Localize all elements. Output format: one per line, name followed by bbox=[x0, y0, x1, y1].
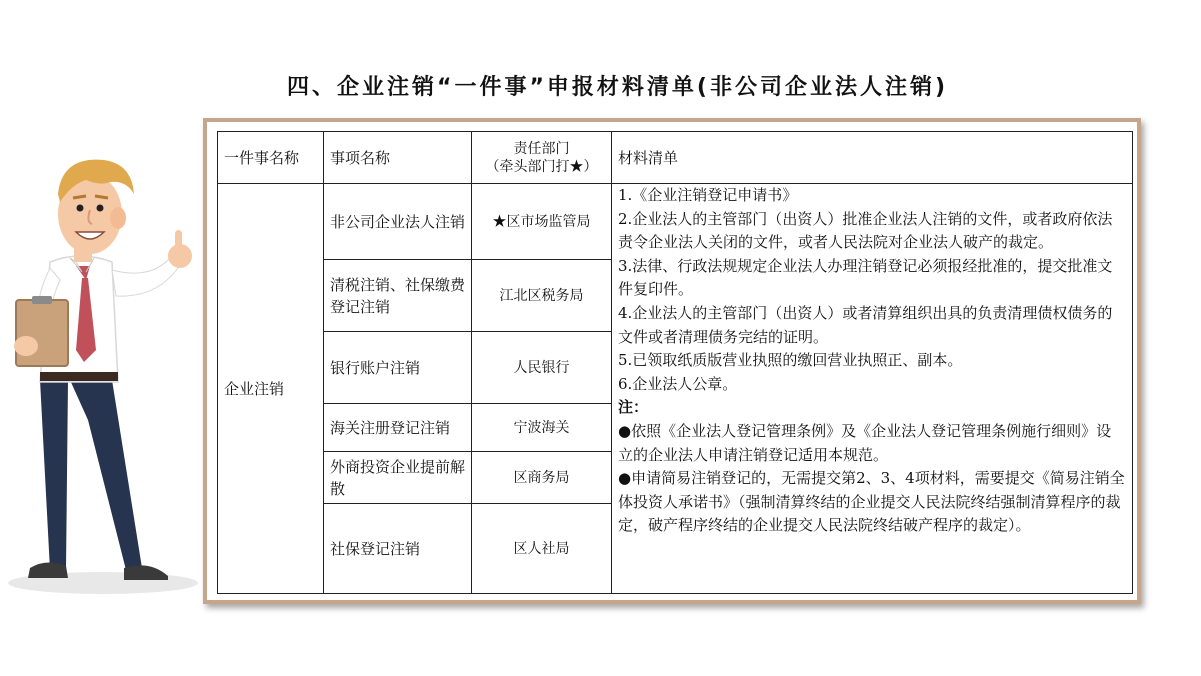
header-dept-line2: （牵头部门打★） bbox=[485, 158, 598, 175]
item-name-cell: 外商投资企业提前解散 bbox=[324, 452, 472, 504]
note-item-1: ●依照《企业法人登记管理条例》及《企业法人登记管理条例施行细则》设立的企业法人申请注销登记适用本规范。 bbox=[618, 421, 1112, 464]
item-name-cell: 社保登记注销 bbox=[324, 504, 472, 594]
dept-cell: 区商务局 bbox=[472, 452, 612, 504]
materials-table bbox=[217, 131, 1133, 594]
content-board bbox=[203, 118, 1141, 604]
header-item-name: 事项名称 bbox=[324, 132, 472, 184]
header-dept bbox=[472, 132, 612, 184]
material-item-4: 4.企业法人的主管部门（出资人）或者清算组织出具的负责清理债权债务的文件或者清理债务完结的证明。 bbox=[618, 303, 1113, 346]
note-item-2: ●申请简易注销登记的，无需提交第2、3、4项材料，需要提交《简易注销全体投资人承诺书》（强制清算终结的企业提交人民法院终结强制清算程序的裁定，破产程序终结的企业提交人民法院终结破产程序的裁定）。 bbox=[618, 469, 1125, 535]
item-name-cell: 海关注册登记注销 bbox=[324, 404, 472, 452]
material-item-3: 3.法律、行政法规规定企业法人办理注销登记必须报经批准的，提交批准文件复印件。 bbox=[618, 256, 1113, 299]
cartoon-businessman-icon bbox=[0, 150, 205, 600]
dept-cell: ★区市场监管局 bbox=[472, 184, 612, 260]
header-dept-line1: 责任部门 bbox=[513, 140, 570, 157]
dept-cell: 宁波海关 bbox=[472, 404, 612, 452]
item-name-cell: 非公司企业法人注销 bbox=[324, 184, 472, 260]
table-row bbox=[218, 184, 1133, 260]
header-case-name: 一件事名称 bbox=[218, 132, 324, 184]
case-name-cell: 企业注销 bbox=[218, 184, 324, 594]
page-title: 四、企业注销“一件事”申报材料清单(非公司企业法人注销) bbox=[287, 75, 949, 100]
table-header-row bbox=[218, 132, 1133, 184]
material-item-1: 1.《企业注销登记申请书》 bbox=[618, 186, 798, 204]
header-materials: 材料清单 bbox=[612, 132, 1133, 184]
materials-cell bbox=[612, 184, 1133, 594]
note-label: 注： bbox=[618, 398, 649, 417]
item-name-cell: 银行账户注销 bbox=[324, 332, 472, 404]
dept-cell: 江北区税务局 bbox=[472, 260, 612, 332]
material-item-6: 6.企业法人公章。 bbox=[618, 374, 738, 393]
material-item-5: 5.已领取纸质版营业执照的缴回营业执照正、副本。 bbox=[618, 351, 963, 370]
dept-cell: 人民银行 bbox=[472, 332, 612, 404]
item-name-cell: 清税注销、社保缴费登记注销 bbox=[324, 260, 472, 332]
dept-cell: 区人社局 bbox=[472, 504, 612, 594]
material-item-2: 2.企业法人的主管部门（出资人）批准企业法人注销的文件，或者政府依法责令企业法人关闭的文件，或者人民法院对企业法人破产的裁定。 bbox=[618, 209, 1113, 252]
